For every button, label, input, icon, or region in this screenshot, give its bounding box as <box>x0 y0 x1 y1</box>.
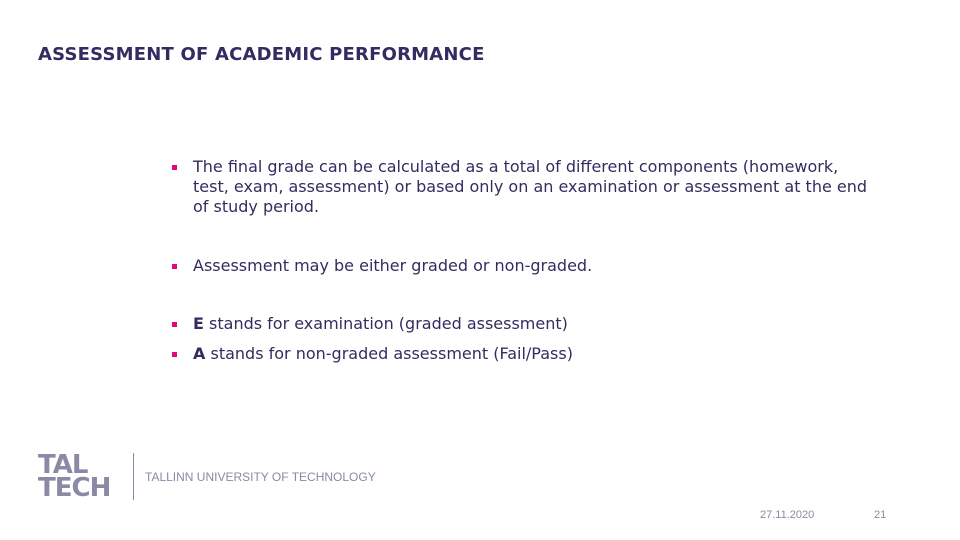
logo-line-2: TECH <box>38 473 111 503</box>
page-number: 21 <box>874 509 887 521</box>
bullet-body: stands for examination (graded assessment) <box>203 314 568 333</box>
bullet-marker-icon <box>172 264 177 269</box>
slide-title: ASSESSMENT OF ACADEMIC PERFORMANCE <box>38 44 485 65</box>
bullet-body: The final grade can be calculated as a total of different components (homework, test, exam, assessment) or based only on an examination or assessment at the end of study period. <box>193 157 868 216</box>
taltech-logo <box>38 450 122 503</box>
logo-line-1: TAL <box>38 450 88 480</box>
bullet-text <box>193 157 872 217</box>
footer-divider <box>133 453 134 500</box>
bullet-body: stands for non-graded assessment (Fail/Pass) <box>205 344 573 363</box>
bullet-marker-icon <box>172 322 177 327</box>
slide-date: 27.11.2020 <box>760 509 815 521</box>
bullet-item <box>172 157 872 217</box>
bullet-body: Assessment may be either graded or non-graded. <box>193 256 593 275</box>
bullet-bold: E <box>193 314 204 333</box>
bullet-marker-icon <box>172 352 177 357</box>
bullet-bold: A <box>193 344 206 363</box>
university-name: TALLINN UNIVERSITY OF TECHNOLOGY <box>145 470 376 484</box>
bullet-text <box>193 256 872 276</box>
bullet-text <box>193 344 872 364</box>
bullet-item <box>172 256 872 276</box>
bullet-item <box>172 314 872 334</box>
bullet-item <box>172 344 872 364</box>
bullet-text <box>193 314 872 334</box>
bullet-marker-icon <box>172 165 177 170</box>
